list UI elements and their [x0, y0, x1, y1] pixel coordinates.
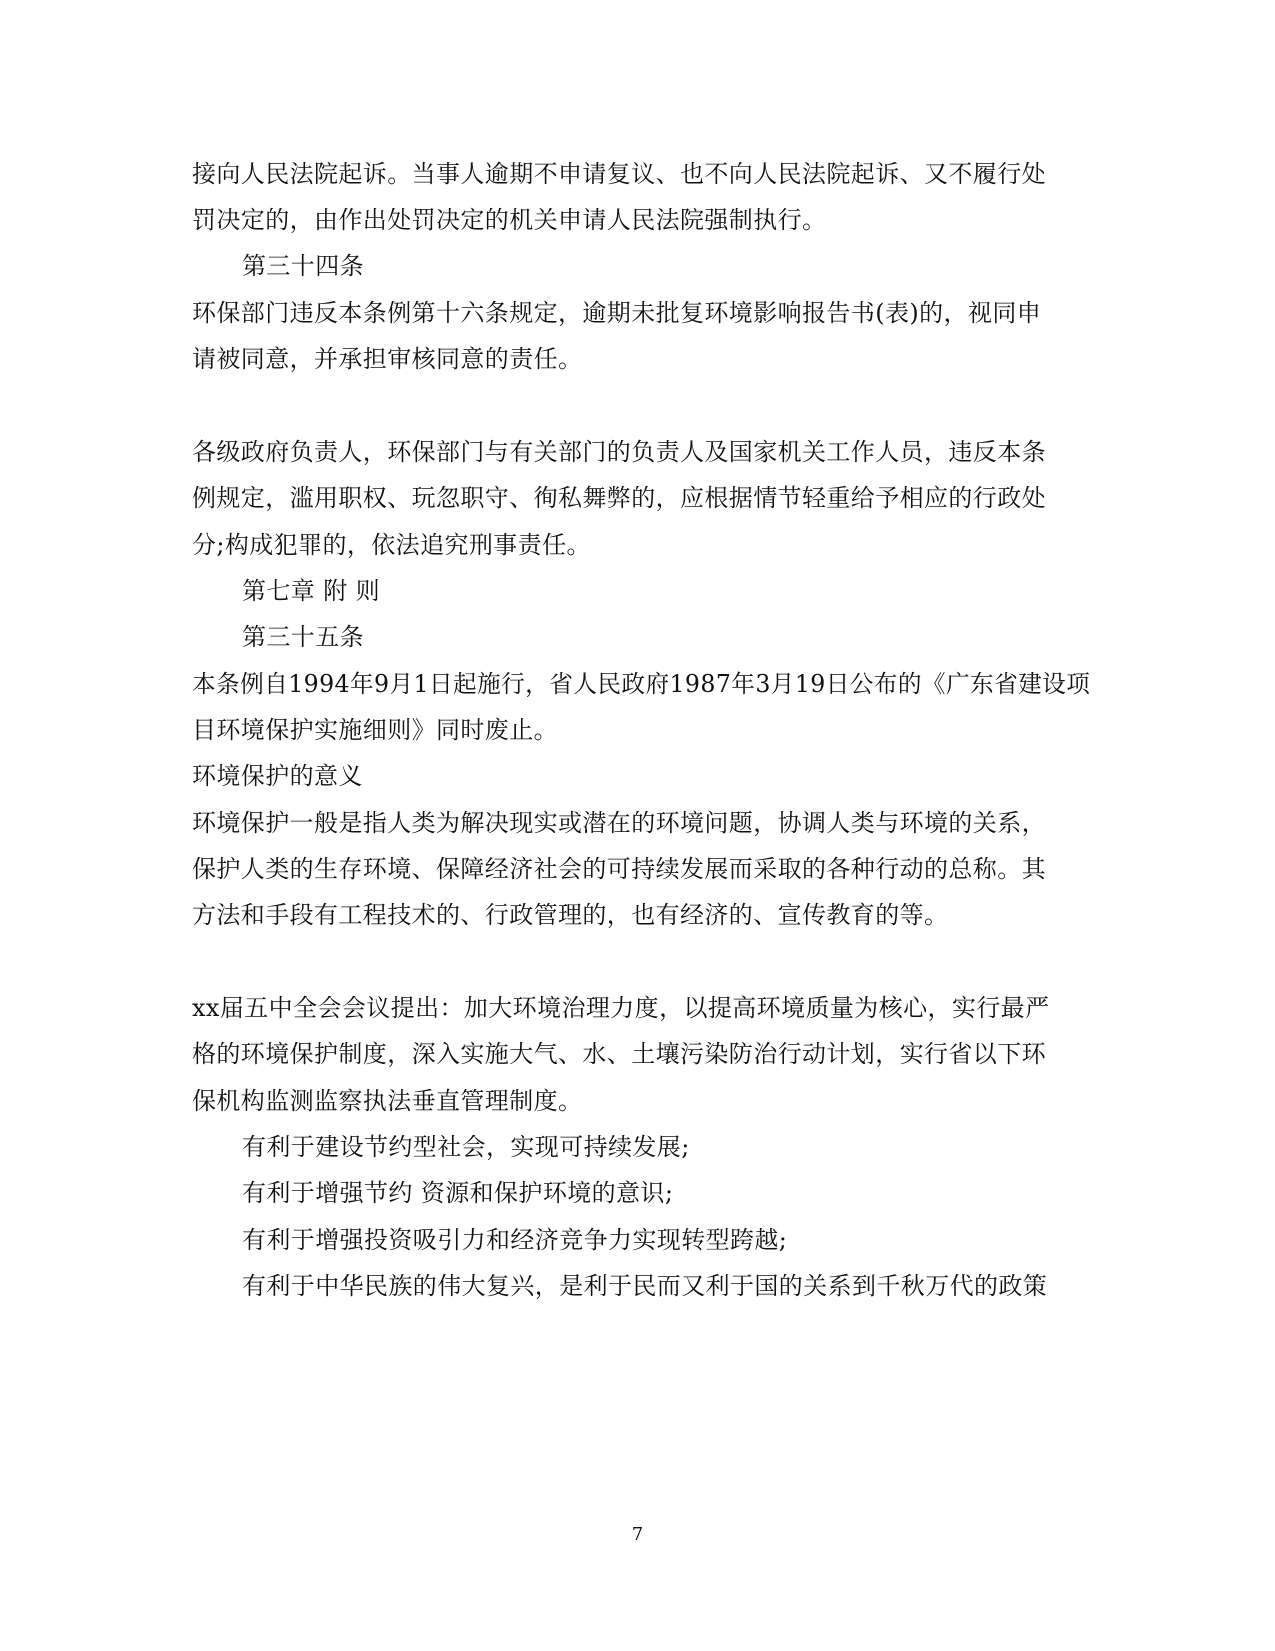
text-line: 本条例自1994年9月1日起施行，省人民政府1987年3月19日公布的《广东省建设项 — [192, 670, 1091, 698]
text-line: 请被同意，并承担审核同意的责任。 — [192, 345, 583, 373]
list-item: 有利于建设节约型社会，实现可持续发展; — [242, 1133, 690, 1161]
text-line: 保机构监测监察执法垂直管理制度。 — [192, 1087, 583, 1115]
article-heading: 第三十四条 — [242, 252, 364, 280]
list-item: 有利于增强节约 资源和保护环境的意识; — [242, 1179, 674, 1207]
text-line: 环境保护一般是指人类为解决现实或潜在的环境问题，协调人类与环境的关系， — [192, 809, 1046, 837]
text-line: 目环境保护实施细则》同时废止。 — [192, 716, 558, 744]
text-line: 各级政府负责人，环保部门与有关部门的负责人及国家机关工作人员，违反本条 — [192, 438, 1046, 466]
text-line: 罚决定的，由作出处罚决定的机关申请人民法院强制执行。 — [192, 206, 827, 234]
chapter-heading: 第七章 附 则 — [242, 577, 381, 605]
text-line: xx届五中全会会议提出：加大环境治理力度，以提高环境质量为核心，实行最严 — [192, 994, 1050, 1022]
text-line: 环保部门违反本条例第十六条规定，逾期未批复环境影响报告书(表)的，视同申 — [192, 299, 1042, 327]
text-line: 分;构成犯罪的，依法追究刑事责任。 — [192, 531, 591, 559]
text-line: 例规定，滥用职权、玩忽职守、徇私舞弊的，应根据情节轻重给予相应的行政处 — [192, 484, 1046, 512]
text-line: 方法和手段有工程技术的、行政管理的，也有经济的、宣传教育的等。 — [192, 901, 949, 929]
article-heading: 第三十五条 — [242, 623, 364, 651]
text-line: 保护人类的生存环境、保障经济社会的可持续发展而采取的各种行动的总称。其 — [192, 855, 1046, 883]
text-line: 接向人民法院起诉。当事人逾期不申请复议、也不向人民法院起诉、又不履行处 — [192, 160, 1046, 188]
section-heading: 环境保护的意义 — [192, 762, 363, 790]
page-number: 7 — [631, 1524, 644, 1545]
list-item: 有利于中华民族的伟大复兴，是利于民而又利于国的关系到千秋万代的政策 — [242, 1272, 1048, 1300]
text-line: 格的环境保护制度，深入实施大气、水、土壤污染防治行动计划，实行省以下环 — [192, 1040, 1046, 1068]
list-item: 有利于增强投资吸引力和经济竞争力实现转型跨越; — [242, 1226, 788, 1254]
